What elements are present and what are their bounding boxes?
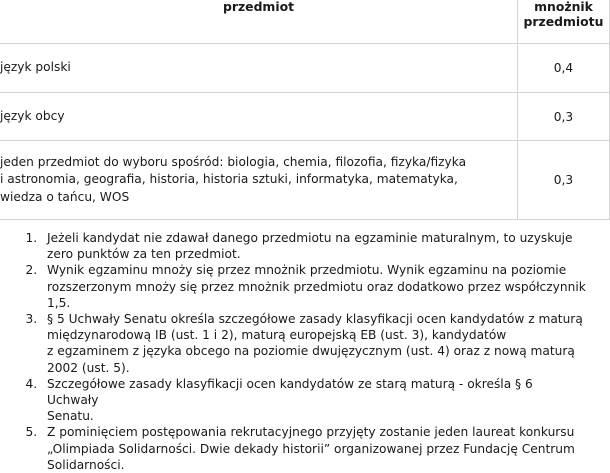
footnote-line: zero punktów za ten przedmiot. [47, 247, 241, 262]
subject-cell [0, 141, 518, 220]
footnote-item [41, 311, 586, 376]
subject-multiplier-table [0, 0, 610, 220]
header-multiplier-line1: mnożnik [534, 0, 593, 14]
subject-cell-line: wiedza o tańcu, WOS [0, 189, 130, 204]
footnote-item [41, 424, 586, 473]
table-header-row [0, 0, 610, 44]
footnote-line: 1. Jeżeli kandydat nie zdawał danego przedmiotu na egzaminie maturalnym, to uzyskuje [47, 231, 573, 245]
footnote-item [41, 376, 586, 425]
footnote-line: „Olimpiada Solidarności. Dwie dekady historii” organizowanej przez Fundację Centrum [47, 441, 575, 456]
multiplier-cell: 0,3 [518, 93, 610, 141]
footnote-item [41, 262, 586, 311]
subject-cell-line: jeden przedmiot do wyboru spośród: biologia, chemia, filozofia, fizyka/fizyka [0, 154, 467, 169]
footnote-line: Solidarności. [47, 457, 125, 472]
multiplier-cell: 0,4 [518, 44, 610, 93]
header-subject: przedmiot [0, 0, 518, 44]
multiplier-cell: 0,3 [518, 141, 610, 220]
footnote-line: 4. Szczegółowe zasady klasyfikacji ocen kandydatów ze starą maturą - określa § 6 Uchwały [47, 376, 533, 408]
subject-cell: język obcy [0, 93, 518, 141]
table-row [0, 93, 610, 141]
table-row [0, 141, 610, 220]
header-multiplier [518, 0, 610, 44]
footnote-line: 2. Wynik egzaminu mnoży się przez mnożnik przedmiotu. Wynik egzaminu na poziomie [47, 263, 567, 278]
footnote-line: 3. § 5 Uchwały Senatu określa szczegółowe zasady klasyfikacji ocen kandydatów z maturą [47, 312, 583, 327]
footnote-line: Senatu. [47, 409, 94, 424]
footnotes-list [0, 230, 590, 473]
footnote-line: z egzaminem z języka obcego na poziomie dwujęzycznym (ust. 4) oraz z nową maturą [47, 344, 575, 359]
header-multiplier-line2: przedmiotu [523, 14, 604, 29]
footnote-line: 2002 (ust. 5). [47, 360, 130, 375]
footnote-line: 5. Z pominięciem postępowania rekrutacyjnego przyjęty zostanie jeden laureat konkursu [47, 425, 575, 440]
footnote-line: rozszerzonym mnoży się przez mnożnik przedmiotu oraz dodatkowo przez współczynnik [47, 279, 586, 294]
footnote-line: międzynarodową IB (ust. 1 i 2), maturą europejską EB (ust. 3), kandydatów [47, 328, 507, 343]
subject-cell: język polski [0, 44, 518, 93]
footnote-line: 1,5. [47, 295, 71, 310]
subject-cell-line: i astronomia, geografia, historia, historia sztuki, informatyka, matematyka, [0, 172, 458, 187]
table-row [0, 44, 610, 93]
footnote-item [41, 230, 586, 262]
